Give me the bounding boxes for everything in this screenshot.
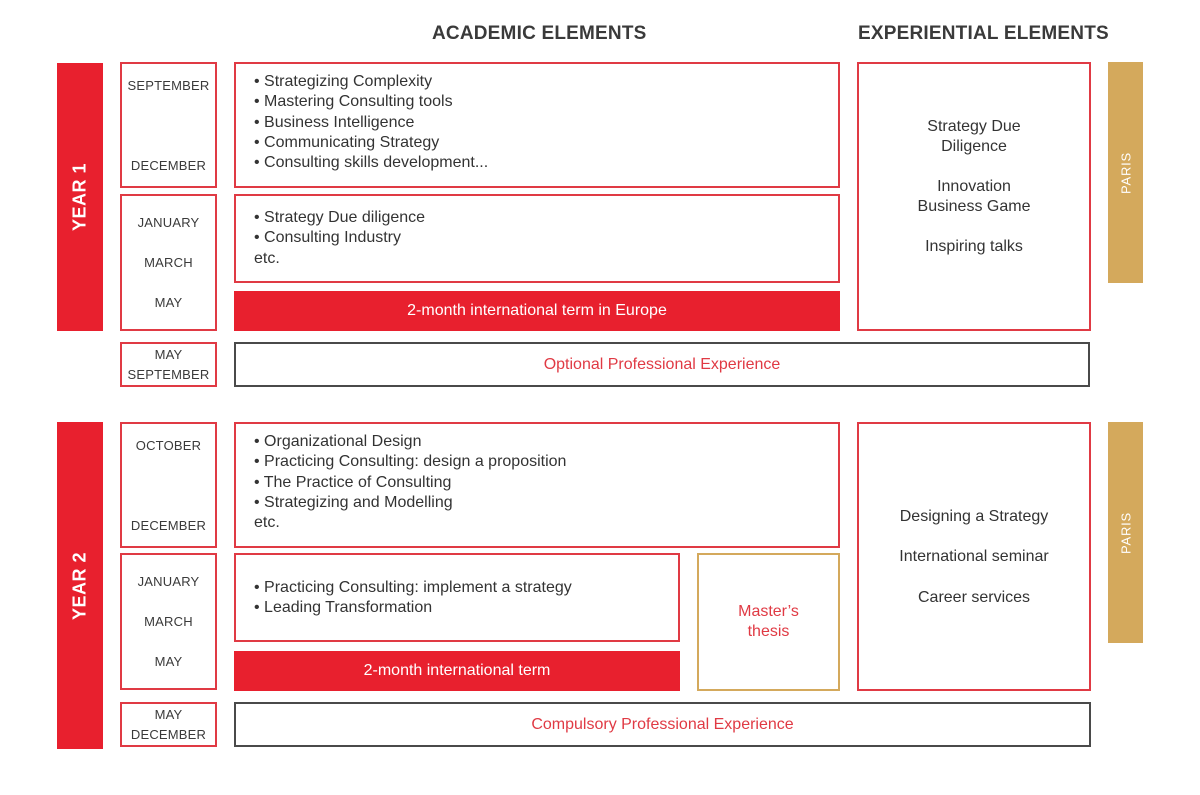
year-1-experiential-box bbox=[857, 62, 1091, 331]
month-label: OCTOBER bbox=[135, 438, 202, 453]
thesis-label: thesis bbox=[747, 623, 790, 640]
month-label: JANUARY bbox=[137, 574, 200, 589]
experiential-item: Business Game bbox=[917, 198, 1031, 215]
month-label: SEPTEMBER bbox=[127, 367, 210, 382]
year-2-term-2-months bbox=[120, 553, 217, 690]
course-item: • Practicing Consulting: implement a strategy bbox=[254, 579, 572, 596]
month-label: MARCH bbox=[144, 255, 193, 270]
year-2-label: YEAR 2 bbox=[69, 551, 90, 620]
year-2-pro-months bbox=[120, 702, 217, 747]
month-label: MAY bbox=[154, 707, 183, 722]
course-item: • Organizational Design bbox=[254, 433, 422, 450]
year-2-experiential-box bbox=[857, 422, 1091, 691]
year-1-professional-experience: Optional Professional Experience bbox=[234, 342, 1090, 387]
year-2-term-1-courses bbox=[234, 422, 840, 548]
course-item: • Mastering Consulting tools bbox=[254, 93, 453, 111]
course-item: etc. bbox=[254, 249, 280, 267]
year-1-term-1-months bbox=[120, 62, 217, 188]
experiential-item: Career services bbox=[917, 589, 1031, 606]
course-item: • Communicating Strategy bbox=[254, 133, 440, 151]
experiential-item: International seminar bbox=[899, 548, 1049, 565]
month-label: MAY bbox=[154, 295, 183, 310]
academic-elements-header: ACADEMIC ELEMENTS bbox=[432, 23, 647, 44]
year-2-bar bbox=[57, 422, 103, 749]
year-2-international-term: 2-month international term bbox=[234, 651, 680, 691]
experiential-item: Strategy Due bbox=[927, 118, 1021, 135]
experiential-item: Innovation bbox=[937, 178, 1011, 195]
year-2-professional-experience: Compulsory Professional Experience bbox=[234, 702, 1091, 747]
thesis-label: Master’s bbox=[738, 603, 799, 620]
year-1-bar bbox=[57, 63, 103, 331]
experiential-item: Diligence bbox=[941, 138, 1007, 155]
month-label: DECEMBER bbox=[130, 518, 207, 533]
year-1-term-2-months bbox=[120, 194, 217, 331]
course-item: • Business Intelligence bbox=[254, 113, 415, 131]
month-label: DECEMBER bbox=[130, 158, 207, 173]
year-1-city-label: PARIS bbox=[1118, 151, 1133, 194]
course-item: • Strategizing and Modelling bbox=[254, 493, 453, 511]
month-label: MARCH bbox=[144, 614, 193, 629]
year-1-term-2-courses bbox=[234, 194, 840, 283]
course-item: • Leading Transformation bbox=[254, 599, 433, 617]
year-1-label: YEAR 1 bbox=[69, 162, 90, 232]
course-item: • Practicing Consulting: design a proposition bbox=[254, 453, 567, 471]
course-item: • The Practice of Consulting bbox=[254, 473, 452, 491]
year-2-city-label: PARIS bbox=[1118, 511, 1133, 554]
month-label: DECEMBER bbox=[130, 727, 207, 742]
year-2-city-bar bbox=[1108, 422, 1143, 643]
year-2-term-1-months bbox=[120, 422, 217, 548]
year-2-term-2-courses bbox=[234, 553, 680, 642]
masters-thesis-box bbox=[697, 553, 840, 691]
course-item: • Strategy Due diligence bbox=[254, 209, 426, 226]
month-label: MAY bbox=[154, 654, 183, 669]
course-item: etc. bbox=[254, 514, 280, 532]
month-label: MAY bbox=[154, 347, 183, 362]
month-label: JANUARY bbox=[137, 215, 200, 230]
course-item: • Strategizing Complexity bbox=[254, 73, 433, 90]
year-1-pro-months bbox=[120, 342, 217, 387]
experiential-item: Inspiring talks bbox=[925, 238, 1023, 255]
year-1-international-term: 2-month international term in Europe bbox=[234, 291, 840, 331]
year-1-term-1-courses bbox=[234, 62, 840, 188]
course-item: • Consulting skills development... bbox=[254, 154, 489, 172]
experiential-item: Designing a Strategy bbox=[899, 508, 1049, 525]
year-1-city-bar bbox=[1108, 62, 1143, 283]
experiential-elements-header: EXPERIENTIAL ELEMENTS bbox=[858, 23, 1109, 44]
month-label: SEPTEMBER bbox=[127, 78, 210, 93]
course-item: • Consulting Industry bbox=[254, 229, 402, 247]
